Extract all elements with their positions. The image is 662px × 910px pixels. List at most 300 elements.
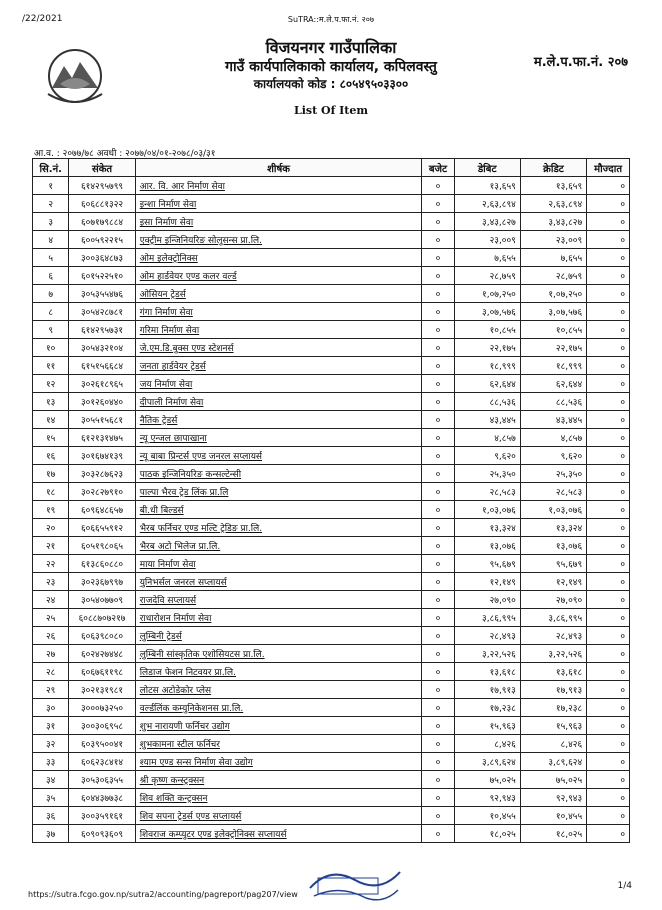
office-stamp-icon [300,858,410,906]
cell-budget: ० [422,447,454,465]
table-row [33,681,630,699]
cell-debit: ६२,६४४ [454,375,520,393]
cell-sn: २७ [33,645,69,663]
table-row [33,339,630,357]
cell-title: ओम इलेक्ट्रोनिक्स [135,249,422,267]
cell-stock: ० [587,375,630,393]
cell-stock: ० [587,231,630,249]
cell-credit: १३,३२४ [520,519,586,537]
cell-stock: ० [587,339,630,357]
cell-code: ६०१५२२५१० [69,267,135,285]
cell-code: ६१२१३१४७५ [69,429,135,447]
cell-code: ६०९६४८६५७ [69,501,135,519]
cell-debit: १२,१४९ [454,573,520,591]
cell-credit: १३,६१८ [520,663,586,681]
cell-budget: ० [422,231,454,249]
cell-code: ६०७१७९८८४ [69,213,135,231]
cell-credit: १५,९६३ [520,717,586,735]
cell-budget: ० [422,519,454,537]
cell-debit: ७५,०२५ [454,771,520,789]
page-title: List Of Item [293,104,369,117]
cell-code: ३०५३०६३५५ [69,771,135,789]
cell-credit: २५,३५० [520,465,586,483]
cell-credit: २८,७५९ [520,267,586,285]
cell-title: न्यू बाबा प्रिन्टर्स एण्ड जनरल सप्लायर्स [135,447,422,465]
cell-sn: २८ [33,663,69,681]
table-row [33,177,630,195]
cell-budget: ० [422,717,454,735]
cell-credit: २८,४९३ [520,627,586,645]
cell-credit: ३,४३,८२७ [520,213,586,231]
cell-credit: १८,०२५ [520,825,586,843]
cell-sn: २४ [33,591,69,609]
cell-title: भैरब फर्निचर एण्ड मल्टि ट्रेडिङ प्रा.लि. [135,519,422,537]
cell-sn: ३० [33,699,69,717]
cell-debit: २८,५८३ [454,483,520,501]
cell-debit: २५,३५० [454,465,520,483]
table-row [33,321,630,339]
table-row [33,555,630,573]
cell-budget: ० [422,357,454,375]
table-row [33,213,630,231]
table-row [33,771,630,789]
cell-sn: ९ [33,321,69,339]
cell-sn: १९ [33,501,69,519]
cell-budget: ० [422,501,454,519]
cell-debit: २८,४९३ [454,627,520,645]
cell-code: ६०६७६११९८ [69,663,135,681]
report-code: SuTRA::म.ले.प.फा.नं. २०७ [287,15,375,24]
cell-stock: ० [587,717,630,735]
cell-credit: ४,८५७ [520,429,586,447]
cell-debit: २२,१७५ [454,339,520,357]
cell-sn: २१ [33,537,69,555]
cell-title: बी.धी बिल्डर्स [135,501,422,519]
cell-sn: ६ [33,267,69,285]
table-row [33,609,630,627]
cell-debit: २८,७५९ [454,267,520,285]
table-row [33,753,630,771]
cell-budget: ० [422,303,454,321]
cell-credit: १,०३,०७६ [520,501,586,519]
cell-sn: ३४ [33,771,69,789]
cell-title: श्याम एण्ड सन्स निर्माण सेवा उद्योग [135,753,422,771]
cell-credit: ७,६५५ [520,249,586,267]
table-row [33,429,630,447]
cell-debit: १०,८५५ [454,321,520,339]
cell-stock: ० [587,645,630,663]
cell-credit: १८,९९९ [520,357,586,375]
cell-budget: ० [422,213,454,231]
cell-debit: ८,४२६ [454,735,520,753]
cell-sn: १० [33,339,69,357]
cell-sn: २२ [33,555,69,573]
cell-code: ६१४२९५७३१ [69,321,135,339]
cell-credit: ८८,५३६ [520,393,586,411]
cell-debit: १८,९९९ [454,357,520,375]
cell-code: ६०६२३८४१४ [69,753,135,771]
cell-title: माया निर्माण सेवा [135,555,422,573]
cell-code: ३०५५१५६८१ [69,411,135,429]
cell-budget: ० [422,249,454,267]
cell-credit: ४३,४४५ [520,411,586,429]
cell-title: लोटस अटोडेकोर प्लेस [135,681,422,699]
cell-title: गरिमा निर्माण सेवा [135,321,422,339]
cell-budget: ० [422,537,454,555]
cell-credit: ९,६२० [520,447,586,465]
cell-stock: ० [587,465,630,483]
cell-stock: ० [587,555,630,573]
cell-title: वर्ल्डलिंक कम्युनिकेशनस प्रा.लि. [135,699,422,717]
header-sn: सि.नं. [33,159,69,177]
cell-title: भैरब अटो भिलेज प्रा.लि. [135,537,422,555]
cell-sn: २९ [33,681,69,699]
cell-code: ३०१२६०४४० [69,393,135,411]
cell-stock: ० [587,321,630,339]
cell-debit: १३,३२४ [454,519,520,537]
cell-budget: ० [422,339,454,357]
cell-code: ३००३०६९५८ [69,717,135,735]
cell-budget: ० [422,627,454,645]
cell-stock: ० [587,573,630,591]
cell-code: ३०००७३२५० [69,699,135,717]
cell-sn: २० [33,519,69,537]
cell-stock: ० [587,627,630,645]
table-row [33,627,630,645]
cell-budget: ० [422,735,454,753]
cell-credit: ९५,६७९ [520,555,586,573]
cell-budget: ० [422,393,454,411]
cell-sn: ४ [33,231,69,249]
table-row [33,285,630,303]
cell-budget: ० [422,177,454,195]
table-row [33,537,630,555]
cell-code: ३०५४३२१०४ [69,339,135,357]
office-name: विजयनगर गाउँपालिका [265,38,397,57]
cell-code: ६०४४३७७३८ [69,789,135,807]
cell-stock: ० [587,663,630,681]
cell-budget: ० [422,573,454,591]
source-url: https://sutra.fcgo.gov.np/sutra2/accounting/pagreport/pag207/view [28,890,298,899]
cell-budget: ० [422,321,454,339]
cell-budget: ० [422,789,454,807]
cell-budget: ० [422,375,454,393]
cell-stock: ० [587,285,630,303]
cell-code: ६०८८७०७२१७ [69,609,135,627]
cell-stock: ० [587,195,630,213]
cell-title: शिव सपना ट्रेडर्स एण्ड सप्लायर्स [135,807,422,825]
cell-credit: १०,८५५ [520,321,586,339]
cell-debit: २७,०९० [454,591,520,609]
cell-stock: ० [587,807,630,825]
cell-sn: १५ [33,429,69,447]
cell-debit: ९,६२० [454,447,520,465]
cell-budget: ० [422,267,454,285]
cell-stock: ० [587,519,630,537]
cell-sn: १६ [33,447,69,465]
table-row [33,447,630,465]
cell-budget: ० [422,465,454,483]
cell-credit: ८,४२६ [520,735,586,753]
cell-stock: ० [587,609,630,627]
table-row [33,591,630,609]
cell-budget: ० [422,753,454,771]
table-row [33,249,630,267]
table-row [33,789,630,807]
cell-stock: ० [587,429,630,447]
office-code: कार्यालयको कोड : ८०५४९५०३३०० [253,77,409,91]
cell-credit: २३,००९ [520,231,586,249]
cell-debit: ३,०७,५७६ [454,303,520,321]
cell-title: शुभ नारायणी फर्निचर उद्योग [135,717,422,735]
cell-credit: १७,२३८ [520,699,586,717]
cell-stock: ० [587,303,630,321]
cell-budget: ० [422,591,454,609]
cell-code: ६०६८८१३२२ [69,195,135,213]
cell-budget: ० [422,825,454,843]
table-row [33,303,630,321]
cell-budget: ० [422,771,454,789]
cell-stock: ० [587,177,630,195]
cell-debit: १०,४५५ [454,807,520,825]
table-row [33,483,630,501]
table-row [33,195,630,213]
cell-debit: ४,८५७ [454,429,520,447]
table-row [33,393,630,411]
office-subtitle: गाउँ कार्यपालिकाको कार्यालय, कपिलवस्तु [225,59,437,75]
cell-stock: ० [587,501,630,519]
cell-title: इन्शा निर्माण सेवा [135,195,422,213]
cell-title: युनिभर्सल जनरल सप्लायर्स [135,573,422,591]
cell-title: एक्ट्रीम इन्जिनियरिङ सोलुसन्स प्रा.लि. [135,231,422,249]
cell-stock: ० [587,447,630,465]
cell-sn: ३५ [33,789,69,807]
header-debit: डेबिट [454,159,520,177]
cell-sn: ३ [33,213,69,231]
cell-credit: ९२,९४३ [520,789,586,807]
cell-credit: १०,४५५ [520,807,586,825]
cell-debit: ९५,६७९ [454,555,520,573]
cell-code: ३०५४०७७०९ [69,591,135,609]
cell-sn: २३ [33,573,69,591]
cell-debit: १,०७,२५० [454,285,520,303]
cell-code: ६००५९२२१५ [69,231,135,249]
cell-code: ३०५३५५४७६ [69,285,135,303]
header-stock: मौज्दात [587,159,630,177]
table-row [33,573,630,591]
cell-title: जे.एम.डि.बुक्स एण्ड स्टेशनर्स [135,339,422,357]
table-row [33,465,630,483]
cell-budget: ० [422,681,454,699]
cell-code: ३०२१३१९८१ [69,681,135,699]
cell-title: आर. वि. आर निर्माण सेवा [135,177,422,195]
header-credit: क्रेडिट [520,159,586,177]
cell-debit: ९२,९४३ [454,789,520,807]
cell-budget: ० [422,195,454,213]
cell-debit: २३,००९ [454,231,520,249]
cell-code: ६१५१५६६८४ [69,357,135,375]
form-number: म.ले.प.फा.नं. २०७ [533,55,628,70]
cell-stock: ० [587,771,630,789]
table-row [33,717,630,735]
cell-credit: ७५,०२५ [520,771,586,789]
cell-budget: ० [422,555,454,573]
cell-debit: ३,८९,६२४ [454,753,520,771]
cell-debit: १७,२३८ [454,699,520,717]
cell-title: शुभकामना स्टील फर्निचर [135,735,422,753]
cell-code: ६०२४२७४४८ [69,645,135,663]
table-row [33,267,630,285]
cell-sn: ८ [33,303,69,321]
table-row [33,663,630,681]
cell-sn: २६ [33,627,69,645]
table-row [33,735,630,753]
cell-sn: २५ [33,609,69,627]
cell-credit: ३,८६,९९५ [520,609,586,627]
cell-credit: २२,१७५ [520,339,586,357]
cell-debit: १,०३,०७६ [454,501,520,519]
page-number: 1/4 [617,881,632,891]
table-row [33,501,630,519]
cell-title: पाल्पा भैरव ट्रेड लिंक प्रा.लि [135,483,422,501]
cell-stock: ० [587,789,630,807]
cell-credit: १३,६५९ [520,177,586,195]
cell-debit: ३,२२,५२६ [454,645,520,663]
cell-budget: ० [422,699,454,717]
cell-stock: ० [587,483,630,501]
cell-budget: ० [422,807,454,825]
table-row [33,357,630,375]
cell-sn: ५ [33,249,69,267]
cell-title: लुम्बिनी सांस्कृतिक एशोसियटस प्रा.लि. [135,645,422,663]
cell-sn: ३१ [33,717,69,735]
cell-code: ६०३९५००४१ [69,735,135,753]
cell-stock: ० [587,249,630,267]
cell-credit: ६२,६४४ [520,375,586,393]
cell-debit: १५,९६३ [454,717,520,735]
cell-debit: ३,४३,८२७ [454,213,520,231]
cell-credit: १७,९१३ [520,681,586,699]
cell-sn: ३७ [33,825,69,843]
cell-code: ३००३६४८७३ [69,249,135,267]
cell-stock: ० [587,357,630,375]
cell-budget: ० [422,609,454,627]
cell-sn: ७ [33,285,69,303]
cell-code: ६०६६५५९१२ [69,519,135,537]
print-date: /22/2021 [22,14,63,24]
cell-title: शिव शक्ति कन्ट्रक्सन [135,789,422,807]
cell-code: ३०२३६७९९७ [69,573,135,591]
cell-debit: १३,६१८ [454,663,520,681]
cell-title: शिवराज कम्प्युटर एण्ड इलेक्ट्रोनिक्स सप्लायर्स [135,825,422,843]
table-row [33,699,630,717]
cell-credit: ३,०७,५७६ [520,303,586,321]
cell-code: ३०२६१८९६५ [69,375,135,393]
cell-sn: ३२ [33,735,69,753]
cell-code: ३०२८२७९१० [69,483,135,501]
table-row [33,519,630,537]
items-table [32,158,630,843]
cell-credit: १३,०७६ [520,537,586,555]
cell-stock: ० [587,411,630,429]
cell-stock: ० [587,825,630,843]
cell-code: ३००३५९१६१ [69,807,135,825]
cell-budget: ० [422,663,454,681]
cell-budget: ० [422,483,454,501]
table-row [33,375,630,393]
cell-sn: ११ [33,357,69,375]
cell-sn: १८ [33,483,69,501]
cell-debit: ३,८६,९९५ [454,609,520,627]
cell-debit: ७,६५५ [454,249,520,267]
cell-debit: ४३,४४५ [454,411,520,429]
cell-code: ६०५१९८०६५ [69,537,135,555]
cell-credit: ३,२२,५२६ [520,645,586,663]
cell-title: राजदेवि सप्लायर्स [135,591,422,609]
cell-title: दीपाली निर्माण सेवा [135,393,422,411]
cell-title: न्यू एन्जल छापाखाना [135,429,422,447]
cell-title: ओसियन ट्रेडर्स [135,285,422,303]
table-row [33,807,630,825]
cell-sn: १३ [33,393,69,411]
cell-title: ओम हार्डवेयर एण्ड कलर वर्ल्ड [135,267,422,285]
cell-sn: २ [33,195,69,213]
table-row [33,645,630,663]
cell-budget: ० [422,285,454,303]
cell-stock: ० [587,393,630,411]
cell-stock: ० [587,591,630,609]
table-header-row [33,159,630,177]
cell-debit: १८,०२५ [454,825,520,843]
header-budget: बजेट [422,159,454,177]
cell-title: नैतिक ट्रेडर्स [135,411,422,429]
cell-credit: २,६३,८९४ [520,195,586,213]
cell-debit: ८८,५३६ [454,393,520,411]
cell-title: लुम्बिनी ट्रेडर्स [135,627,422,645]
cell-credit: १२,१४९ [520,573,586,591]
cell-stock: ० [587,213,630,231]
cell-debit: १३,६५९ [454,177,520,195]
cell-debit: २,६३,८९४ [454,195,520,213]
cell-stock: ० [587,753,630,771]
header-code: संकेत [69,159,135,177]
cell-sn: १७ [33,465,69,483]
cell-credit: २८,५८३ [520,483,586,501]
cell-debit: १३,०७६ [454,537,520,555]
cell-title: राधारोशन निर्माण सेवा [135,609,422,627]
cell-stock: ० [587,699,630,717]
cell-sn: १४ [33,411,69,429]
cell-credit: ३,८९,६२४ [520,753,586,771]
cell-sn: १२ [33,375,69,393]
cell-code: ३०३२८७६२३ [69,465,135,483]
cell-title: पाठक इन्जिनियरिङ कन्सल्टेन्सी [135,465,422,483]
cell-title: इसा निर्माण सेवा [135,213,422,231]
cell-title: गंगा निर्माण सेवा [135,303,422,321]
cell-code: ६१३८६०८८० [69,555,135,573]
cell-budget: ० [422,429,454,447]
cell-debit: १७,९१३ [454,681,520,699]
cell-sn: ३६ [33,807,69,825]
cell-stock: ० [587,681,630,699]
cell-code: ६०९०९३६०९ [69,825,135,843]
cell-sn: १ [33,177,69,195]
cell-title: श्री कृष्ण कन्स्ट्रक्सन [135,771,422,789]
cell-code: ६१४२९५७९९ [69,177,135,195]
cell-code: ६०६३९८०८० [69,627,135,645]
cell-title: जय निर्माण सेवा [135,375,422,393]
cell-title: लिडाज फेशन निटवयर प्रा.लि. [135,663,422,681]
